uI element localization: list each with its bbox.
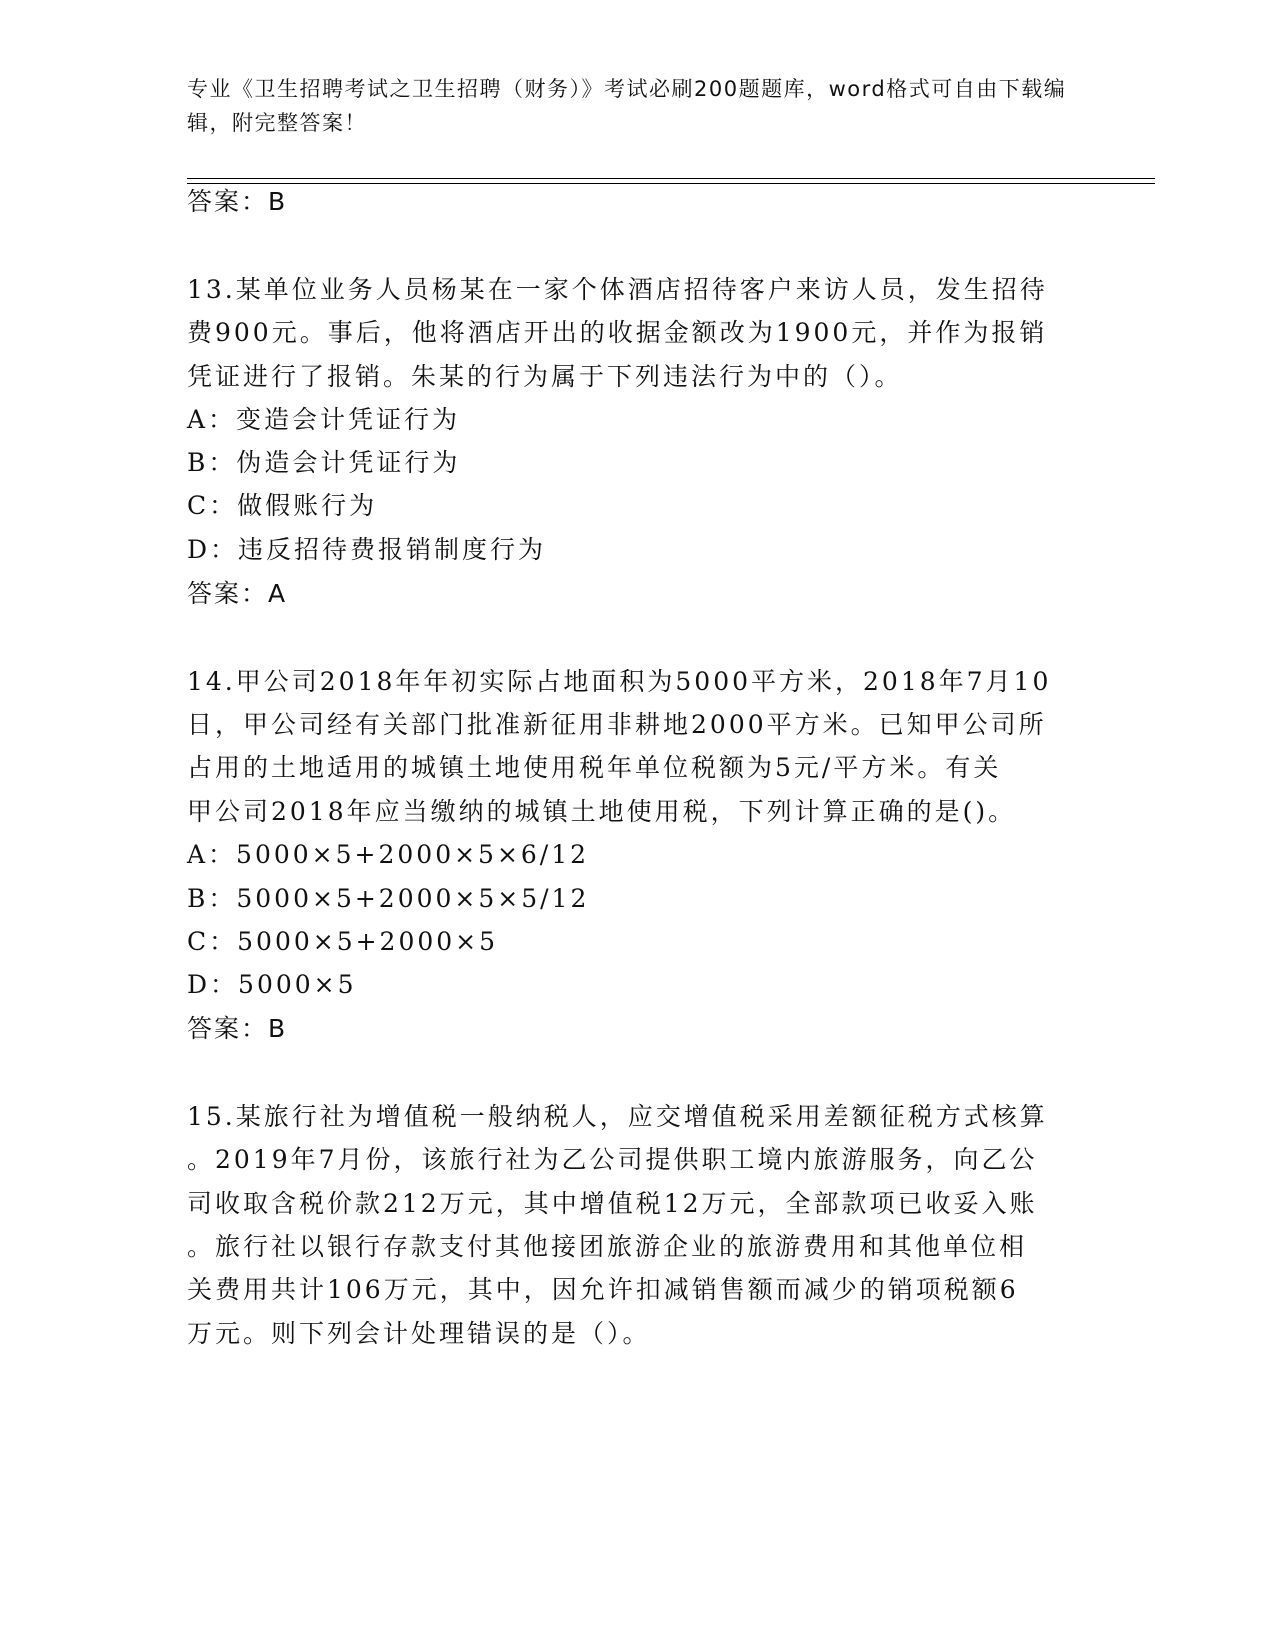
q14-text-line-3: 占用的土地适用的城镇土地使用税年单位税额为5元/平方米。有关 [187,753,1002,782]
q14-option-d: D：5000×5 [187,970,357,999]
answer-q13: 答案：A [187,579,288,608]
page-header: 专业《卫生招聘考试之卫生招聘（财务）》考试必刷200题题库，word格式可自由下载编辑，附完整答案！ [187,77,1067,135]
q15-text-line-2: 。2019年7月份，该旅行社为乙公司提供职工境内旅游服务，向乙公 [187,1145,1038,1174]
q15-text-line-6: 万元。则下列会计处理错误的是（）。 [187,1319,651,1348]
answer-q12: 答案：B [187,187,288,216]
q14-option-b: B：5000×5+2000×5×5/12 [187,884,590,913]
q14-option-a: A：5000×5+2000×5×6/12 [187,840,590,869]
q13-option-c: C：做假账行为 [187,491,378,520]
q13-text-line-3: 凭证进行了报销。朱某的行为属于下列违法行为中的（）。 [187,362,903,391]
q13-text-line-2: 费900元。事后，他将酒店开出的收据金额改为1900元，并作为报销 [187,318,1048,347]
q15-text-line-3: 司收取含税价款212万元，其中增值税12万元，全部款项已收妥入账 [187,1189,1038,1218]
q15-text-line-5: 关费用共计106万元，其中，因允许扣减销售额而减少的销项税额6 [187,1275,1019,1304]
header-rule-top [187,178,1155,179]
q14-text-line-4: 甲公司2018年应当缴纳的城镇土地使用税，下列计算正确的是()。 [187,797,1017,826]
q13-option-b: B：伪造会计凭证行为 [187,448,461,477]
answer-q14: 答案：B [187,1014,288,1043]
q15-text-line-4: 。旅行社以银行存款支付其他接团旅游企业的旅游费用和其他单位相 [187,1232,1028,1261]
q14-text-line-2: 日，甲公司经有关部门批准新征用非耕地2000平方米。已知甲公司所 [187,710,1047,739]
q13-option-d: D：违反招待费报销制度行为 [187,535,547,564]
q13-text-line-1: 13.某单位业务人员杨某在一家个体酒店招待客户来访人员，发生招待 [187,275,1048,304]
q15-text-line-1: 15.某旅行社为增值税一般纳税人，应交增值税采用差额征税方式核算 [187,1102,1048,1131]
q14-option-c: C：5000×5+2000×5 [187,927,499,956]
q14-text-line-1: 14.甲公司2018年年初实际占地面积为5000平方米，2018年7月10 [187,667,1052,696]
header-rule-bottom [187,183,1155,184]
q13-option-a: A：变造会计凭证行为 [187,405,461,434]
